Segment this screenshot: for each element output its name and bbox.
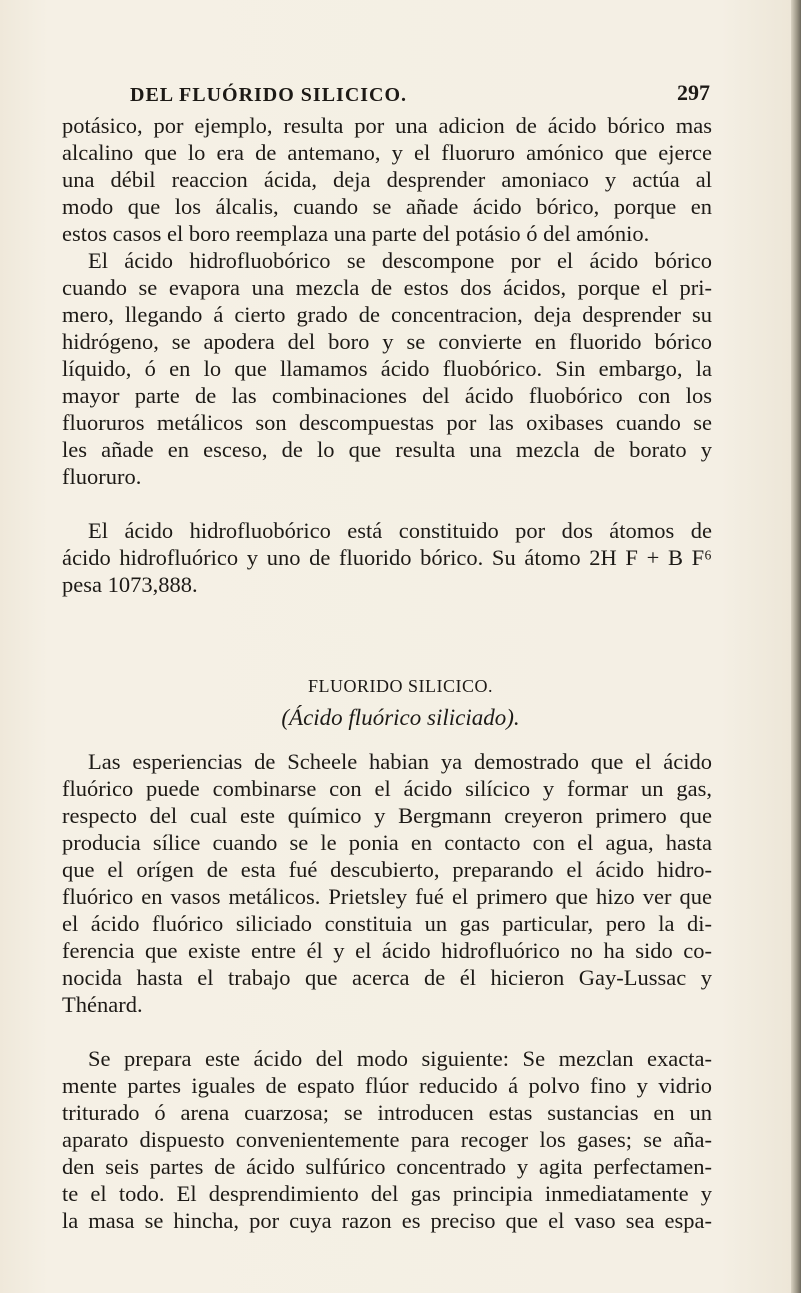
page-edge-shadow [791, 0, 801, 1293]
text-line: el ácido fluórico siliciado constituia un gas particular, pero la di- [62, 911, 712, 936]
text-line: ácido hidrofluórico y uno de fluorido bórico. Su átomo 2H F + B F⁶ [62, 545, 712, 570]
paragraph-history [62, 748, 712, 1018]
text-line: El ácido hidrofluobórico se descompone por el ácido bórico [88, 248, 712, 273]
text-line: mayor parte de las combinaciones del ácido fluobórico con los [62, 383, 712, 408]
text-line: producia sílice cuando se le ponia en contacto con el agua, hasta [62, 830, 712, 855]
section-subtitle: (Ácido fluórico siliciado). [281, 705, 520, 730]
text-line: nocida hasta el trabajo que acerca de él hicieron Gay-Lussac y [62, 965, 712, 990]
text-line: Se prepara este ácido del modo siguiente: Se mezclan exacta- [88, 1046, 712, 1071]
text-line: fluoruro. [62, 464, 142, 489]
text-line: fluórico en vasos metálicos. Prietsley fué el primero que hizo ver que [62, 884, 712, 909]
text-line: fluórico puede combinarse con el ácido silícico y formar un gas, [62, 776, 712, 801]
text-line: estos casos el boro reemplaza una parte del potásio ó del amónio. [62, 221, 650, 246]
text-line: triturado ó arena cuarzosa; se introducen estas sustancias en un [62, 1100, 712, 1125]
page-number: 297 [677, 80, 710, 105]
text-line: potásico, por ejemplo, resulta por una adicion de ácido bórico mas [62, 113, 712, 138]
text-line: que el orígen de esta fué descubierto, preparando el ácido hidro- [62, 857, 712, 882]
page-header [0, 80, 710, 110]
text-line: una débil reaccion ácida, deja desprender amoniaco y actúa al [62, 167, 712, 192]
text-line: hidrógeno, se apodera del boro y se convierte en fluorido bórico [62, 329, 712, 354]
text-line: les añade en esceso, de lo que resulta una mezcla de borato y [62, 437, 712, 462]
text-line: den seis partes de ácido sulfúrico concentrado y agita perfectamen- [62, 1154, 712, 1179]
paragraph-hidrofluoborico-composition [62, 517, 712, 598]
text-line: El ácido hidrofluobórico está constituido por dos átomos de [88, 518, 712, 543]
text-line: respecto del cual este químico y Bergmann creyeron primero que [62, 803, 712, 828]
text-line: fluoruros metálicos son descompuestas por las oxibases cuando se [62, 410, 712, 435]
paragraph-preparation [62, 1045, 712, 1234]
text-line: mero, llegando á cierto grado de concentracion, deja desprender su [62, 302, 712, 327]
section-title: FLUORIDO SILICICO. [307, 676, 493, 696]
text-line: te el todo. El desprendimiento del gas principia inmediatamente y [62, 1181, 712, 1206]
text-line: Las esperiencias de Scheele habian ya demostrado que el ácido [88, 749, 712, 774]
paragraph-continuation [62, 112, 712, 247]
text-line: modo que los álcalis, cuando se añade ácido bórico, porque en [62, 194, 712, 219]
text-line: Thénard. [62, 992, 143, 1017]
text-line: la masa se hincha, por cuya razon es preciso que el vaso sea espa- [62, 1208, 712, 1233]
text-line: pesa 1073,888. [62, 572, 198, 597]
running-head: DEL FLUÓRIDO SILICICO. [130, 84, 408, 106]
text-line: cuando se evapora una mezcla de estos dos ácidos, porque el pri- [62, 275, 712, 300]
paragraph-hidrofluoborico-decomposition [62, 247, 712, 490]
text-line: mente partes iguales de espato flúor reducido á polvo fino y vidrio [62, 1073, 712, 1098]
text-line: líquido, ó en lo que llamamos ácido fluobórico. Sin embargo, la [62, 356, 712, 381]
text-line: alcalino que lo era de antemano, y el fluoruro amónico que ejerce [62, 140, 712, 165]
text-line: aparato dispuesto convenientemente para recoger los gases; se aña- [62, 1127, 712, 1152]
text-line: ferencia que existe entre él y el ácido hidrofluórico no ha sido co- [62, 938, 712, 963]
